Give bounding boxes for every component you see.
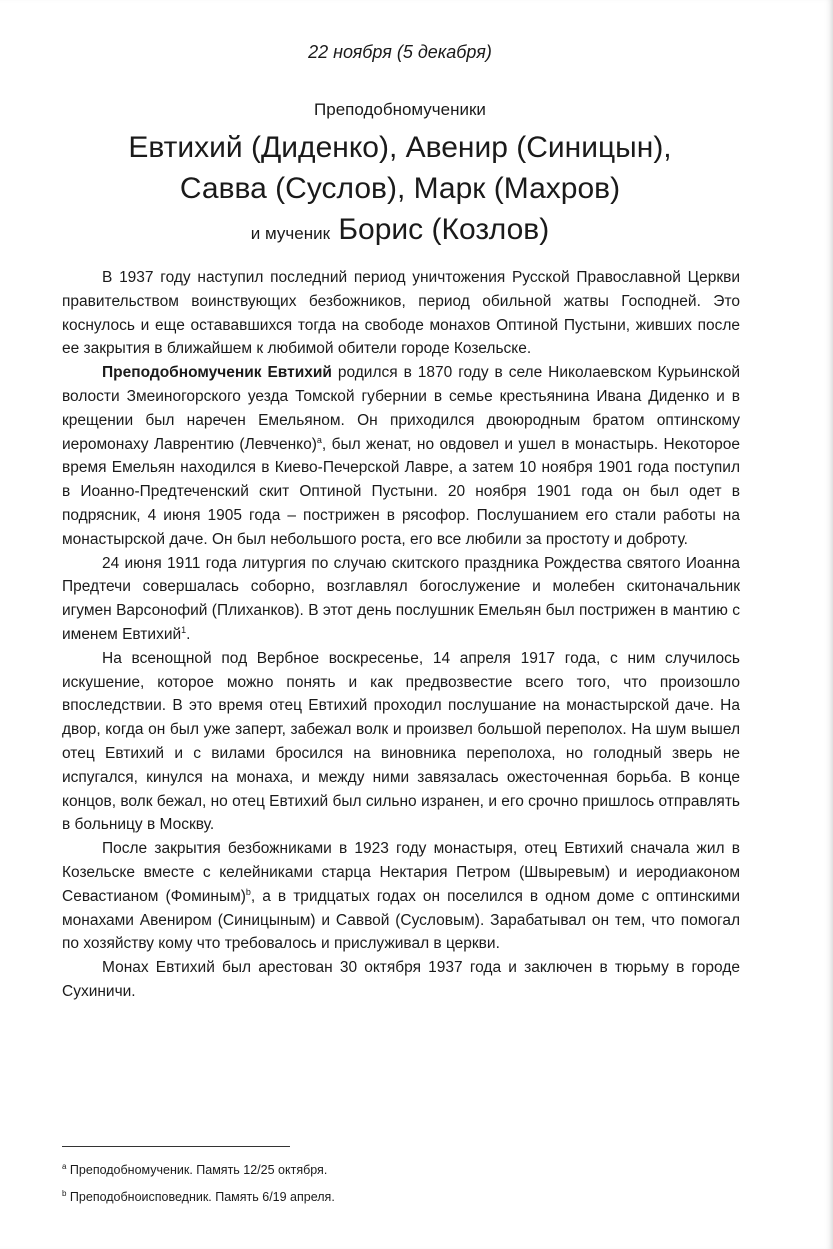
footnote-b: [62, 1182, 335, 1209]
paragraph-5-text-b: , а в тридцатых годах он поселился в одном доме с оптинскими монахами Авениром (Синицыным) и Саввой (Сусловым). Зарабатывал он тем, что помогал по хозяйству кому что требовалось и прислуживал в церкви.: [62, 887, 740, 953]
footnote-a: [62, 1155, 335, 1182]
footnote-a-mark: a: [62, 1162, 67, 1171]
page-subtitle: Преподобномученики: [314, 100, 486, 119]
paragraph-3-text-a: 24 июня 1911 года литургия по случаю скитского праздника Рождества святого Иоанна Предтечи совершалась соборно, возглавлял богослужение и молебен скитоначальник игумен Варсонофий (Плиханков). В этот день послушник Емельян был пострижен в мантию с именем Евтихий: [62, 554, 740, 643]
paragraph-2-text-a: родился в 1870 году в селе Николаевском Курьинской волости Змеиногорского уезда Томской губернии в семье крестьянина Ивана Диденко и в крещении был наречен Емельяном. Он приходился двоюродным братом оптинскому иеромонаху Лаврентию (Левченко): [62, 364, 741, 453]
footnote-ref-1[interactable]: 1: [181, 624, 187, 635]
paragraph-5-text-a: После закрытия безбожниками в 1923 году монастыря, отец Евтихий сначала жил в Козельске вместе с келейниками старца Нектария Петром (Швыревым) и иеродиаконом Севастианом (Фоминым): [62, 840, 740, 905]
title-line-2: Савва (Суслов), Марк (Махров): [179, 172, 621, 205]
footnote-a-text: Преподобномученик. Память 12/25 октября.: [66, 1163, 328, 1178]
footnote-ref-a[interactable]: a: [316, 434, 322, 445]
footnote-b-mark: b: [62, 1189, 67, 1199]
paragraph-2-text-b: , был женат, но овдовел и ушел в монастырь. Некоторое время Емельян находился в Киево-Печерской Лавре, а затем 10 ноября 1901 года поступил в Иоанно-Предтеченский скит Оптиной Пустыни. 20 ноября 1901 года он был одет в подрясник, 4 июня 1905 года – пострижен в рясофор. Послушанием его стали работы на монастырской даче. Он был небольшого роста, его все любили за простоту и доброту.: [62, 435, 740, 548]
feast-date: 22 ноября (5 декабря): [308, 42, 492, 62]
footnote-b-text: Преподобноисповедник. Память 6/19 апреля.: [66, 1190, 335, 1205]
paragraph-3: [62, 552, 740, 647]
page-title: [0, 127, 800, 254]
bold-lead: Преподобномученик Евтихий: [102, 364, 332, 382]
paragraph-2: [62, 361, 740, 551]
title-name: Борис (Козлов): [338, 213, 550, 246]
footnote-ref-b[interactable]: b: [245, 886, 251, 897]
paragraph-5: [62, 837, 740, 956]
title-prefix: и мученик: [250, 224, 331, 243]
document-body: [62, 266, 740, 1004]
paragraph-6: Монах Евтихий был арестован 30 октября 1937 года и заключен в тюрьму в городе Сухиничи.: [62, 959, 740, 1000]
footnote-divider: [62, 1146, 290, 1147]
title-line-3: [0, 209, 800, 254]
footnotes: [62, 1155, 335, 1209]
paragraph-4: На всенощной под Вербное воскресенье, 14 апреля 1917 года, с ним случилось искушение, которое можно понять и как предвозвестие всего того, что произошло впоследствии. В это время отец Евтихий проходил послушание на монастырской даче. На двор, когда он был уже заперт, забежал волк и произвел большой переполох. На шум вышел отец Евтихий и с вилами бросился на виновника переполоха, но голодный зверь не испугался, кинулся на монаха, и между ними завязалась ожесточенная борьба. В конце концов, волк бежал, но отец Евтихий был сильно изранен, и его срочно пришлось отправлять в больницу в Москву.: [62, 649, 740, 834]
paragraph-1: В 1937 году наступил последний период уничтожения Русской Православной Церкви правительством воинствующих безбожников, период обильной жатвы Господней. Это коснулось и еще остававшихся тогда на свободе монахов Оптиной Пустыни, живших после ее закрытия в ближайшем к любимой обители городе Козельске.: [62, 269, 740, 358]
title-line-1: Евтихий (Диденко), Авенир (Синицын),: [128, 131, 672, 164]
paragraph-3-text-b: .: [186, 625, 191, 643]
